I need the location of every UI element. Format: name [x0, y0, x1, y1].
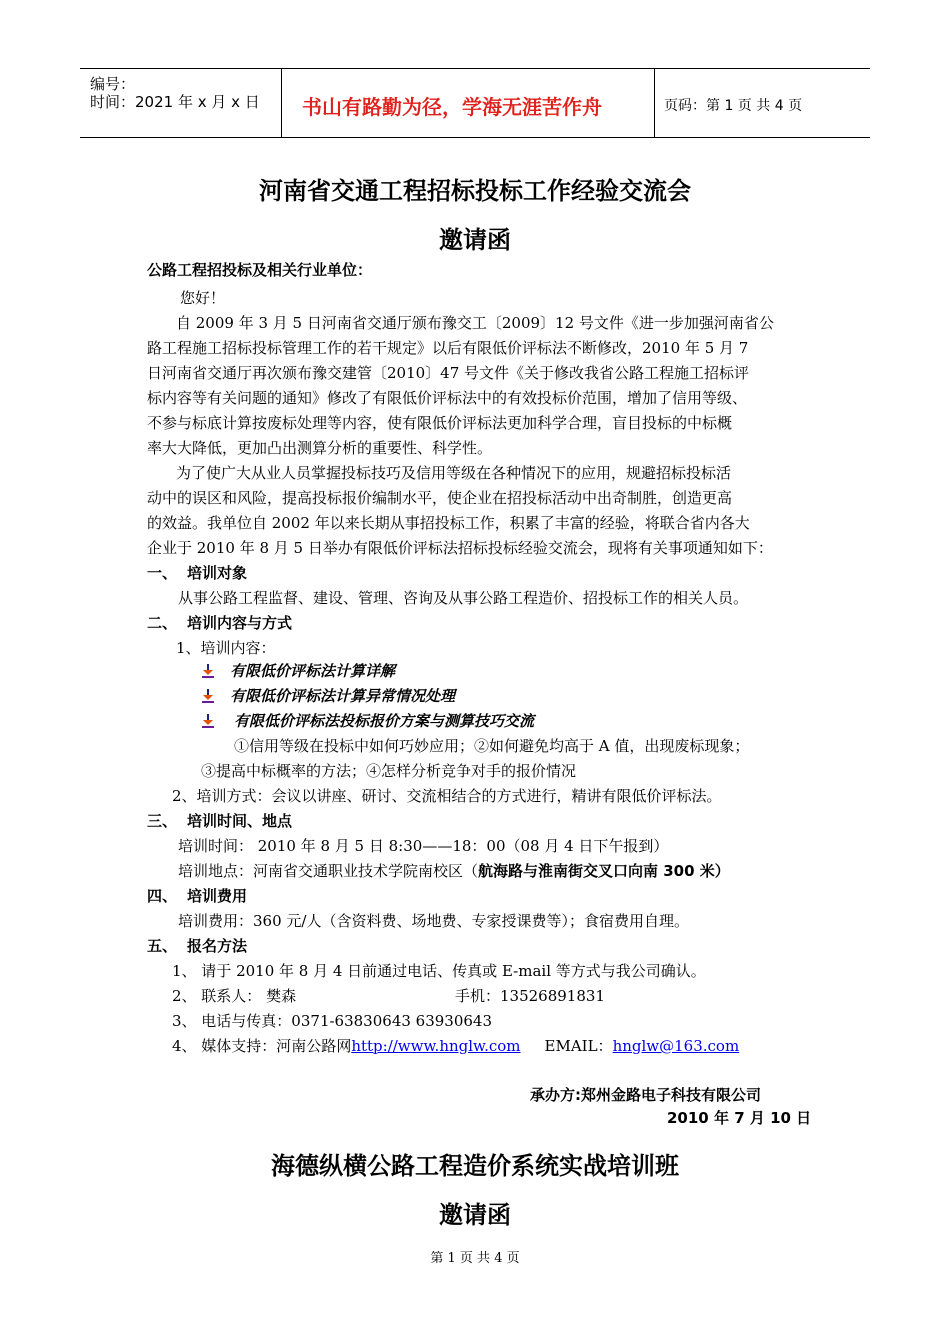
header-page-cell — [654, 69, 870, 137]
section5-item-1: 1、 请于 2010 年 8 月 4 日前通过电话、传真或 E-mail 等方式与我公司确认。 — [172, 962, 706, 980]
section1-number: 一、 — [147, 564, 178, 582]
greeting: 您好！ — [180, 289, 226, 307]
header-time: 时间：2021 年 x 月 x 日 — [90, 93, 260, 111]
email-link[interactable]: hnglw@163.com — [612, 1037, 740, 1055]
section5-number: 五、 — [147, 937, 178, 955]
page-header — [80, 68, 870, 138]
para1-line-1: 自 2009 年 3 月 5 日河南省交通厅颁布豫交工〔2009〕12 号文件《进一步加强河南省公 — [176, 314, 774, 332]
section5-item-4 — [172, 1036, 739, 1056]
section3-place-bold: 航海路与淮南街交叉口向南 300 米） — [478, 862, 730, 880]
doc2-subtitle: 邀请函 — [439, 1201, 511, 1229]
doc2-title: 海德纵横公路工程造价系统实战培训班 — [271, 1152, 679, 1180]
para1-line-4: 标内容等有关问题的通知》修改了有限低价评标法中的有效投标价范围，增加了信用等级、 — [147, 389, 748, 407]
doc1-subtitle: 邀请函 — [439, 226, 511, 254]
section3-number: 三、 — [147, 812, 178, 830]
section5-item-3: 3、 电话与传真：0371-63830643 63930643 — [172, 1012, 493, 1030]
header-page-info: 页码：第 1 页 共 4 页 — [664, 98, 803, 114]
section4-number: 四、 — [147, 887, 178, 905]
header-number: 编号： — [90, 75, 136, 93]
section2-number: 二、 — [147, 614, 178, 632]
organizer: 承办方:郑州金路电子科技有限公司 — [530, 1086, 762, 1104]
para1-line-6: 率大大降低，更加凸出测算分析的重要性、科学性。 — [147, 439, 493, 457]
section1-title: 培训对象 — [187, 564, 248, 582]
para2-line-3: 的效益。我单位自 2002 年以来长期从事招投标工作，积累了丰富的经验，将联合省内各大 — [147, 514, 750, 532]
section3-place — [178, 861, 730, 881]
section4-title: 培训费用 — [187, 887, 248, 905]
section2-bullet-1: 有限低价评标法计算详解 — [230, 662, 396, 680]
section2-title: 培训内容与方式 — [187, 614, 293, 632]
section4-text: 培训费用：360 元/人（含资料费、场地费、专家授课费等）；食宿费用自理。 — [178, 912, 689, 930]
bullet-arrow-icon — [202, 689, 214, 703]
section2-detail-2: ③提高中标概率的方法；④怎样分析竞争对手的报价情况 — [201, 762, 577, 780]
bullet-arrow-icon — [202, 664, 214, 678]
para2-line-1: 为了使广大从业人员掌握投标技巧及信用等级在各种情况下的应用，规避招标投标活 — [176, 464, 732, 482]
section3-place-text: 培训地点：河南省交通职业技术学院南校区（ — [178, 862, 479, 880]
bullet-arrow-icon — [202, 714, 214, 728]
section2-sub1: 1、培训内容： — [176, 639, 276, 657]
media-label: 4、 媒体支持：河南公路网 — [172, 1037, 352, 1055]
section2-bullet-3: 有限低价评标法投标报价方案与测算技巧交流 — [234, 712, 535, 730]
section5-phone: 手机：13526891831 — [455, 987, 605, 1005]
section3-time: 培训时间： 2010 年 8 月 5 日 8:30——18：00（08 月 4 日下午报到） — [178, 837, 669, 855]
para1-line-5: 不参与标底计算按废标处理等内容，使有限低价评标法更加科学合理，盲目投标的中标概 — [147, 414, 733, 432]
section1-text: 从事公路工程监督、建设、管理、咨询及从事公路工程造价、招投标工作的相关人员。 — [178, 589, 749, 607]
header-motto-cell — [281, 69, 655, 137]
section5-title: 报名方法 — [187, 937, 248, 955]
para2-line-4: 企业于 2010 年 8 月 5 日举办有限低价评标法招标投标经验交流会，现将有关事项通知如下： — [147, 539, 773, 557]
section2-bullet-2: 有限低价评标法计算异常情况处理 — [230, 687, 456, 705]
recipient: 公路工程招投标及相关行业单位： — [147, 261, 373, 279]
header-motto: 书山有路勤为径，学海无涯苦作舟 — [302, 95, 602, 119]
section5-item-2: 2、 联系人： 樊森 — [172, 987, 297, 1005]
page-footer: 第 1 页 共 4 页 — [430, 1251, 520, 1266]
doc1-title: 河南省交通工程招标投标工作经验交流会 — [259, 177, 691, 205]
para1-line-3: 日河南省交通厅再次颁布豫交建管〔2010〕47 号文件《关于修改我省公路工程施工招标评 — [147, 364, 750, 382]
section3-title: 培训时间、地点 — [187, 812, 293, 830]
website-link[interactable]: http://www.hnglw.com — [351, 1037, 521, 1055]
para2-line-2: 动中的误区和风险，提高投标报价编制水平，使企业在招投标活动中出奇制胜，创造更高 — [147, 489, 733, 507]
section2-detail-1: ①信用等级在投标中如何巧妙应用；②如何避免均高于 A 值，出现废标现象； — [234, 737, 750, 755]
section2-sub2: 2、培训方式：会议以讲座、研讨、交流相结合的方式进行，精讲有限低价评标法。 — [172, 787, 722, 805]
email-label: EMAIL： — [544, 1037, 613, 1055]
para1-line-2: 路工程施工招标投标管理工作的若干规定》以后有限低价评标法不断修改，2010 年 5 月 7 — [147, 339, 749, 357]
header-meta — [80, 69, 280, 137]
doc1-date: 2010 年 7 月 10 日 — [667, 1109, 812, 1127]
